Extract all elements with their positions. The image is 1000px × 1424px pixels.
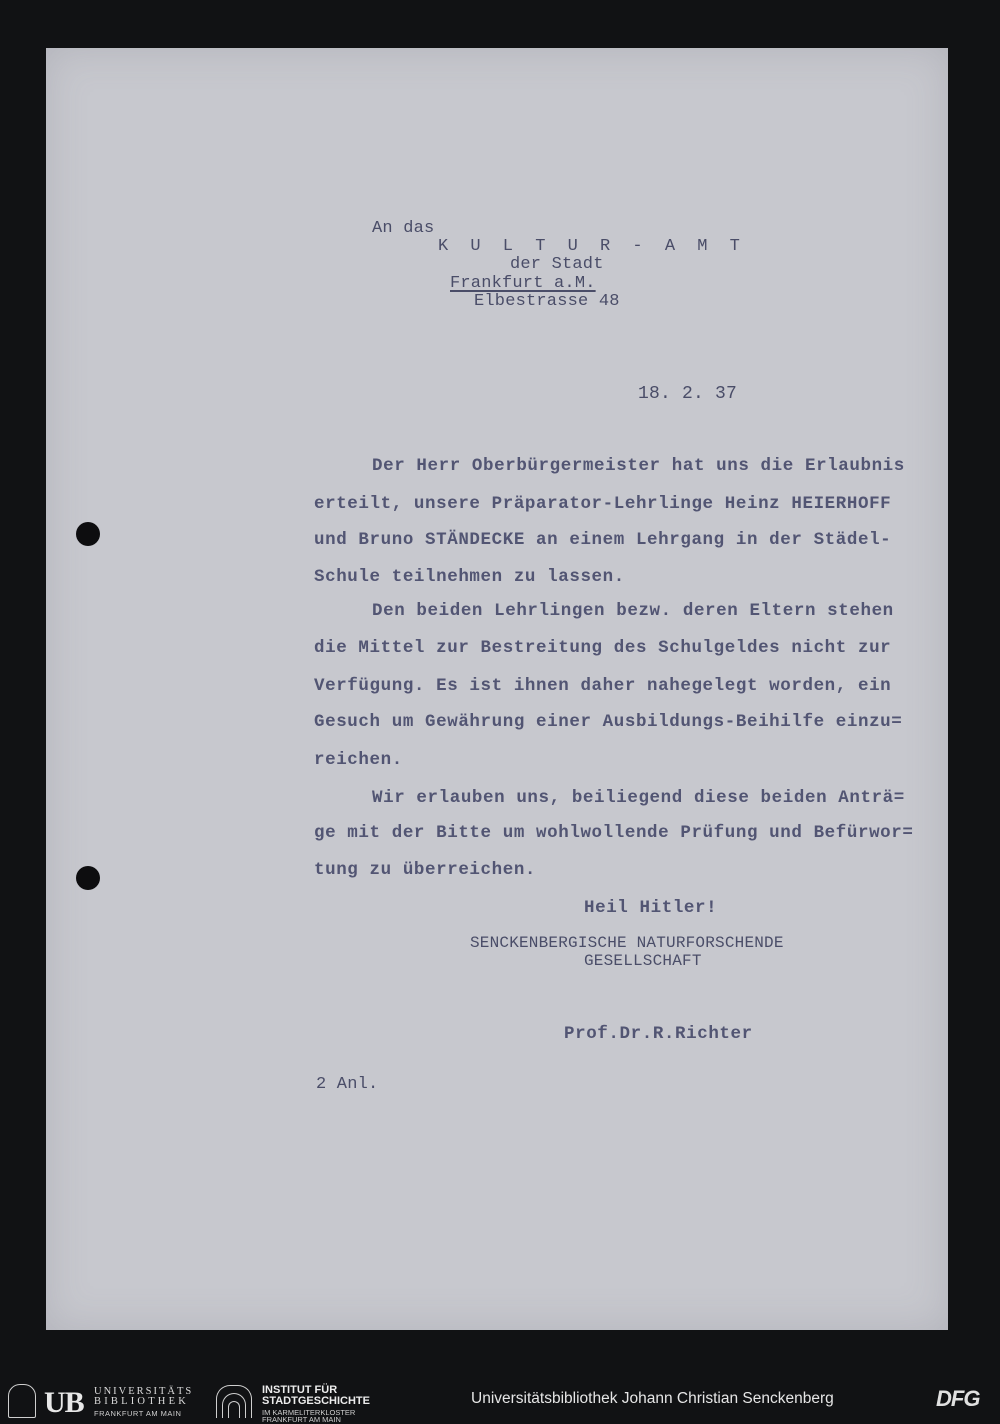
punch-hole-top <box>76 522 100 546</box>
organization-line-1: SENCKENBERGISCHE NATURFORSCHENDE <box>470 934 784 952</box>
body-line: Gesuch um Gewährung einer Ausbildungs-Beihilfe einzu= <box>314 712 903 732</box>
institute-subtitle <box>262 1409 355 1423</box>
signature-name: Prof.Dr.R.Richter <box>564 1024 753 1044</box>
institute-title-line-1: INSTITUT FÜR <box>262 1384 338 1396</box>
ub-name-line-2: BIBLIOTHEK <box>94 1396 189 1407</box>
address-line-3: der Stadt <box>510 255 604 274</box>
body-line: ge mit der Bitte um wohlwollende Prüfung und Befürwor= <box>314 823 914 843</box>
ub-name <box>94 1387 193 1407</box>
body-line: tung zu überreichen. <box>314 860 537 880</box>
body-line: Wir erlauben uns, beiliegend diese beiden Anträ= <box>372 788 905 808</box>
address-line-2: K U L T U R - A M T <box>438 237 746 256</box>
body-line: Schule teilnehmen zu lassen. <box>314 567 625 587</box>
body-line: Verfügung. Es ist ihnen daher nahegelegt worden, ein <box>314 676 892 696</box>
institute-logo-icon <box>216 1384 252 1418</box>
closing-greeting: Heil Hitler! <box>584 898 718 918</box>
body-line: und Bruno STÄNDECKE an einem Lehrgang in der Städel- <box>314 530 892 550</box>
institute-title <box>262 1385 370 1407</box>
footer-bar <box>0 1372 1000 1422</box>
ub-logo-letters: UB <box>44 1386 84 1419</box>
dfg-logo: DFG <box>936 1386 980 1411</box>
body-line: die Mittel zur Bestreitung des Schulgeldes nicht zur <box>314 638 892 658</box>
address-line-4: Frankfurt a.M. <box>450 274 596 293</box>
enclosure-note: 2 Anl. <box>316 1075 379 1094</box>
institute-subtitle-line-2: FRANKFURT AM MAIN <box>262 1415 341 1424</box>
ub-city: FRANKFURT AM MAIN <box>94 1409 182 1418</box>
organization-line-2: GESELLSCHAFT <box>584 952 702 970</box>
letter-page <box>46 48 948 1330</box>
letter-date: 18. 2. 37 <box>638 384 738 404</box>
library-credit: Universitätsbibliothek Johann Christian Senckenberg <box>471 1390 834 1407</box>
address-line-1: An das <box>372 219 435 238</box>
body-line: Der Herr Oberbürgermeister hat uns die Erlaubnis <box>372 456 905 476</box>
institute-title-line-2: STADTGESCHICHTE <box>262 1395 370 1407</box>
ub-name-line-1: UNIVERSITÄTS <box>94 1386 194 1397</box>
body-line: Den beiden Lehrlingen bezw. deren Eltern stehen <box>372 601 894 621</box>
body-line: reichen. <box>314 750 403 770</box>
address-line-5: Elbestrasse 48 <box>474 292 620 311</box>
university-library-logo-icon <box>8 1384 36 1418</box>
body-line: erteilt, unsere Präparator-Lehrlinge Heinz HEIERHOFF <box>314 494 892 514</box>
punch-hole-bottom <box>76 866 100 890</box>
institute-subtitle-line-1: IM KARMELITERKLOSTER <box>262 1408 356 1417</box>
